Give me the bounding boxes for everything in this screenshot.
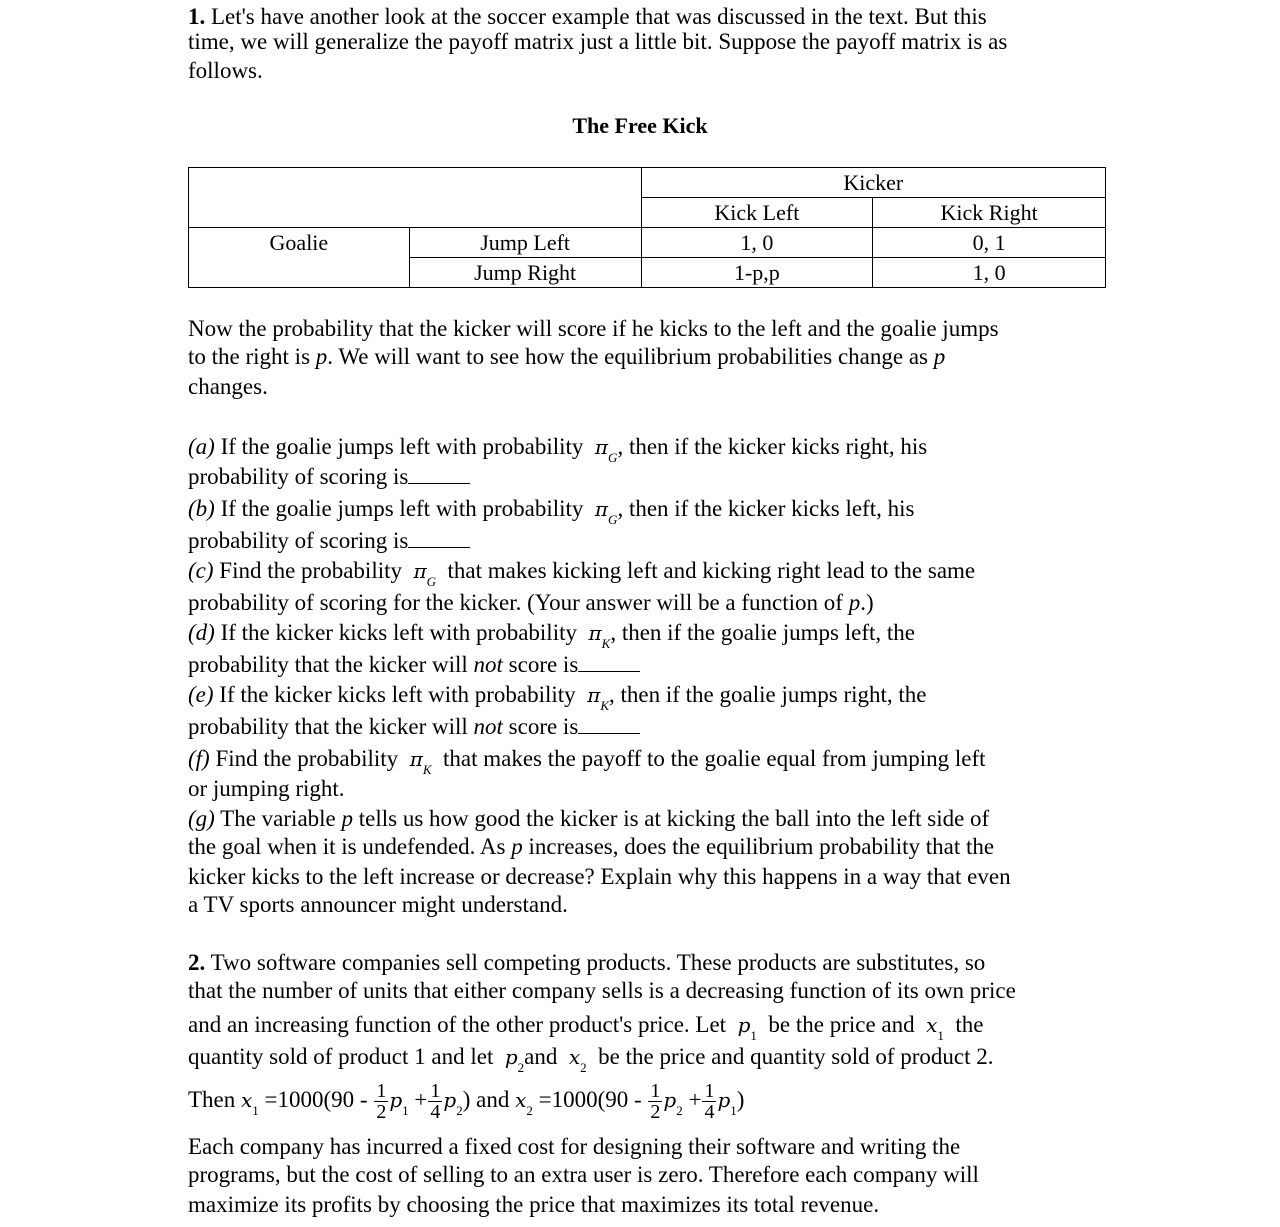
answer-blank [578,651,640,672]
fraction-one-quarter: $\frac{1}{4}$ [704,1080,715,1124]
row-player-label: Goalie [189,228,410,288]
q1-number: 1. [188,4,206,29]
q2-equation-line: Then $x_1 =1000(90$ - $\frac{1}{2}$ $p_1$ + $\frac{1}{4}$ $p_2$) and $x_2 =1000(90$ - $\frac{1}{2}$ $p_2$ + $\frac{1}{4}$ $p_1$) [188,1080,745,1124]
q1-intro-line-1: 1. Let's have another look at the soccer example that was discussed in the text. But this [188,4,987,29]
p-paragraph-line-1: Now the probability that the kicker will score if he kicks to the left and the goalie jumps [188,316,999,341]
q2-line-1: 2. Two software companies sell competing products. These products are substitutes, so [188,950,986,975]
part-g-line-2: the goal when it is undefended. As p increases, does the equilibrium probability that the [188,834,995,859]
pi-k-symbol: π [588,621,602,645]
part-b-line-1: (b) If the goalie jumps left with probability $\pi_G$, then if the kicker kicks left, his [188,496,915,527]
pi-k-symbol: π [587,683,601,707]
table-title: The Free Kick [572,113,708,138]
pi-g-symbol: π [594,497,609,521]
pi-g-symbol: π [413,559,427,583]
row-header-jump-left: Jump Left [409,228,641,258]
part-e-line-1: (e) If the kicker kicks left with probability $\pi_K$, then if the goalie jumps right, the [188,682,927,713]
q2-number: 2. [188,950,206,975]
q1-intro-line-2: time, we will generalize the payoff matrix just a little bit. Suppose the payoff matrix is as [188,29,1008,54]
fraction-one-half: $\frac{1}{2}$ [376,1080,387,1124]
empty-corner-cell [189,168,642,228]
payoff-cell: 1, 0 [641,228,873,258]
pi-k-symbol: π [409,747,423,771]
row-header-jump-right: Jump Right [409,258,641,288]
answer-blank [578,713,640,734]
payoff-cell: 1, 0 [873,258,1106,288]
part-a-line-1: (a) If the goalie jumps left with probability $\pi_G$, then if the kicker kicks right, his [188,434,928,465]
col-header-kick-right: Kick Right [873,198,1106,228]
part-f-line-2: or jumping right. [188,776,345,801]
answer-blank [408,463,470,484]
q2-line-4: quantity sold of product 1 and let $p_2and$ $x_2$ be the price and quantity sold of product 2. [188,1044,994,1075]
part-a-line-2: probability of scoring is [188,463,470,491]
p-paragraph-line-2: to the right is p. We will want to see how the equilibrium probabilities change as p [188,344,946,369]
q2-line-2: that the number of units that either company sells is a decreasing function of its own price [188,978,1016,1003]
q2-line-7: programs, but the cost of selling to an extra user is zero. Therefore each company will [188,1162,979,1187]
p-paragraph-line-3: changes. [188,374,268,399]
q1-intro-line-3: follows. [188,58,263,83]
part-d-line-2: probability that the kicker will not score is [188,651,640,679]
payoff-matrix [188,167,1106,288]
payoff-cell: 0, 1 [873,228,1106,258]
pi-g-symbol: π [594,435,609,459]
part-b-line-2: probability of scoring is [188,527,470,555]
column-player-label: Kicker [641,168,1106,198]
fraction-one-half: $\frac{1}{2}$ [650,1080,661,1124]
q2-line-6: Each company has incurred a fixed cost for designing their software and writing the [188,1134,961,1159]
answer-blank [408,527,470,548]
part-d-line-1: (d) If the kicker kicks left with probability $\pi_K$, then if the goalie jumps left, the [188,620,915,651]
part-c-line-1: (c) Find the probability $\pi_G$ that makes kicking left and kicking right lead to the same [188,558,976,589]
payoff-cell: 1-p,p [641,258,873,288]
q2-line-3: and an increasing function of the other product's price. Let $p_1$ be the price and $x_1$ the [188,1012,984,1043]
part-e-line-2: probability that the kicker will not score is [188,713,640,741]
part-f-line-1: (f) Find the probability $\pi_K$ that makes the payoff to the goalie equal from jumping left [188,746,986,777]
q2-line-8: maximize its profits by choosing the price that maximizes its total revenue. [188,1192,880,1217]
fraction-one-quarter: $\frac{1}{4}$ [430,1080,441,1124]
part-g-line-4: a TV sports announcer might understand. [188,892,568,917]
part-g-line-3: kicker kicks to the left increase or decrease? Explain why this happens in a way that even [188,864,1011,889]
part-c-line-2: probability of scoring for the kicker. (Your answer will be a function of p.) [188,590,874,615]
part-g-line-1: (g) The variable p tells us how good the kicker is at kicking the ball into the left side of [188,806,990,831]
col-header-kick-left: Kick Left [641,198,873,228]
